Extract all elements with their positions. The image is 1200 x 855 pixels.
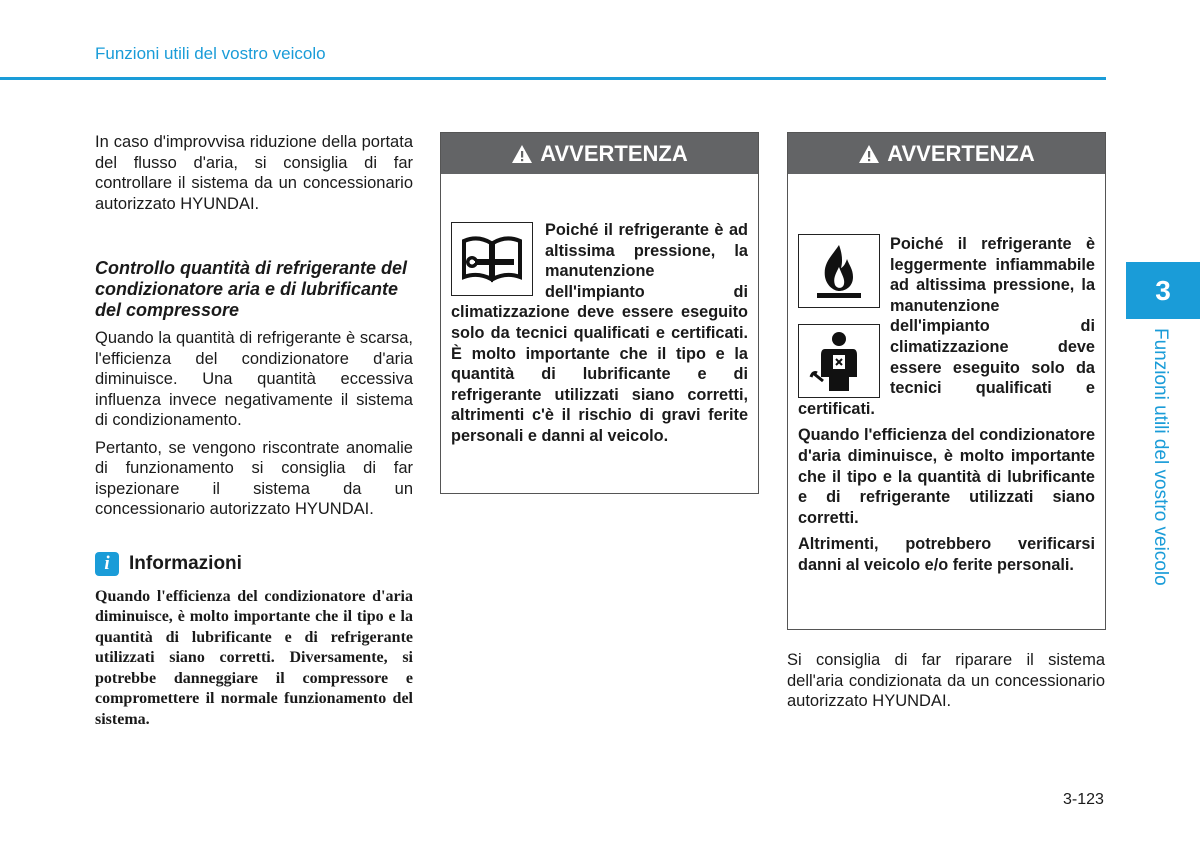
- page-number: 3-123: [1063, 791, 1104, 808]
- warning-box: [440, 132, 759, 494]
- warning-body: [788, 174, 1105, 576]
- right-column-text: [787, 650, 1105, 712]
- info-icon: i: [95, 552, 119, 576]
- page-header-title: Funzioni utili del vostro veicolo: [95, 44, 326, 63]
- manual-wrench-icon: [451, 222, 533, 296]
- warning-title: AVVERTENZA: [540, 140, 688, 166]
- warning-body: [441, 174, 758, 447]
- technician-icon: [798, 324, 880, 398]
- warning-header: [788, 133, 1105, 174]
- header-rule: [0, 77, 1106, 80]
- warning-text: Poiché il refrigerante è leggermente infiammabile ad altissima pressione, la manutenzione dell'impianto di climatizzazione deve essere eseguito solo da tecnici qualificati e certificati.: [798, 235, 1095, 418]
- section-subheading: Controllo quantità di refrigerante del condizionatore aria e di lubrificante del compressore: [95, 258, 408, 320]
- warning-text: Poiché il refrigerante è ad altissima pressione, la manutenzione dell'impianto di climatizzazione deve essere eseguito solo da tecnici qualificati e certificati. È molto importante che il tipo e la quantità di lubrificante e di refrigerante utilizzati siano corretti, altrimenti c'è il rischio di gravi ferite personali e danni al veicolo.: [451, 221, 748, 445]
- warning-title: AVVERTENZA: [887, 140, 1035, 166]
- warning-box: [787, 132, 1106, 630]
- intro-paragraph: In caso d'improvvisa riduzione della portata del flusso d'aria, si consiglia di far controllare il sistema da un concessionario autorizzato HYUNDAI.: [95, 133, 413, 213]
- info-text: Quando l'efficienza del condizionatore d'aria diminuisce, è molto importante che il tipo e la quantità di lubrificante e di refrigerante utilizzati siano corretti. Diversamente, si potrebbe danneggiare il compressore e compromettere il normale funzionamento del sistema.: [95, 587, 413, 729]
- chapter-tab[interactable]: 3: [1126, 262, 1200, 319]
- pictogram-stack: [798, 234, 880, 398]
- warning-triangle-icon: [858, 144, 880, 164]
- warning-header: [441, 133, 758, 174]
- info-title: Informazioni: [129, 552, 242, 574]
- warning-triangle-icon: [511, 144, 533, 164]
- warning-text: Quando l'efficienza del condizionatore d'aria diminuisce, è molto importante che il tipo e la quantità di lubrificante e di refrigerante utilizzati siano corretti.: [798, 426, 1095, 527]
- info-heading: [95, 552, 413, 576]
- left-column: [95, 132, 413, 731]
- body-paragraph: Si consiglia di far riparare il sistema dell'aria condizionata da un concessionario autorizzato HYUNDAI.: [787, 651, 1105, 710]
- warning-text: Altrimenti, potrebbero verificarsi danni al veicolo e/o ferite personali.: [798, 535, 1095, 574]
- chapter-side-label: Funzioni utili del vostro veicolo: [1150, 328, 1171, 586]
- body-paragraph: Quando la quantità di refrigerante è scarsa, l'efficienza del condizionatore d'aria diminuisce. Una quantità eccessiva influenza invece negativamente il sistema di condizionamento.: [95, 329, 413, 429]
- body-paragraph: Pertanto, se vengono riscontrate anomalie di funzionamento si consiglia di far ispezionare il sistema da un concessionario autorizzato HYUNDAI.: [95, 438, 413, 518]
- flammable-icon: [798, 234, 880, 308]
